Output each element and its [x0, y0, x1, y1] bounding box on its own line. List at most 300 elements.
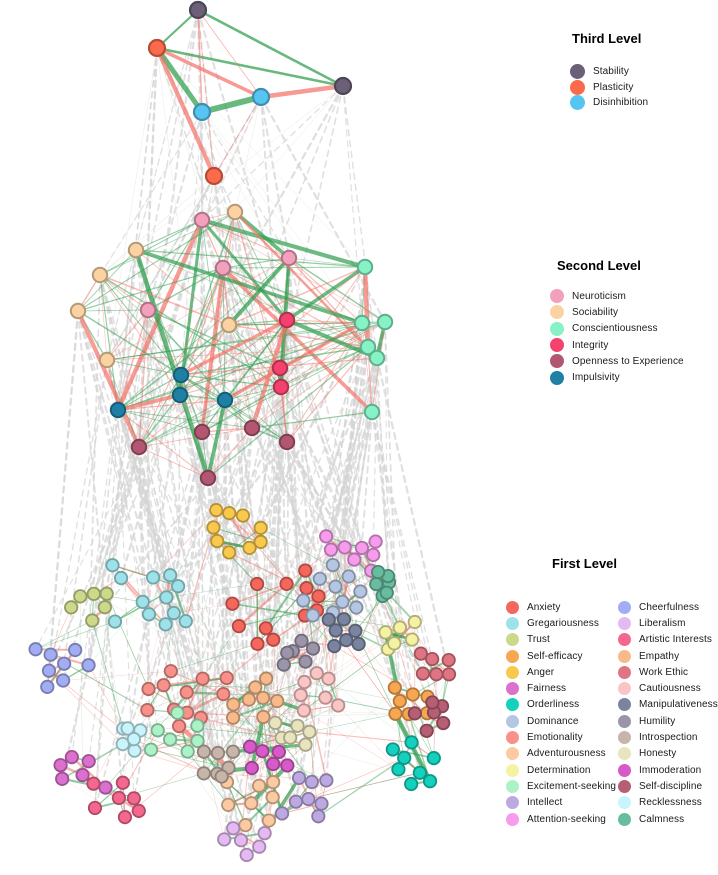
legend-label: Anxiety [527, 601, 561, 613]
first-level-node [394, 695, 406, 707]
legend-swatch [618, 747, 631, 760]
first-level-node [41, 681, 53, 693]
third-level-edges [157, 10, 343, 176]
legend-swatch [618, 617, 631, 630]
first-level-node [260, 672, 272, 684]
legend-swatch [550, 371, 564, 385]
legend-item [506, 795, 618, 811]
first-level-node [314, 573, 326, 585]
first-level-node [198, 767, 210, 779]
first-level-node [348, 553, 360, 565]
first-level-node [54, 759, 66, 771]
first-level-node [56, 773, 68, 785]
first-level-node [387, 743, 399, 755]
legend-item [506, 648, 618, 664]
legend-item [618, 680, 718, 696]
first-level-node [137, 596, 149, 608]
legend-second-items [550, 288, 684, 386]
legend-swatch [550, 322, 564, 336]
legend-label: Cheerfulness [639, 601, 700, 613]
second-level-node [222, 318, 236, 332]
first-level-node [159, 618, 171, 630]
first-level-node [271, 695, 283, 707]
first-level-node [241, 849, 253, 861]
legend-first-column-right [618, 599, 718, 827]
legend-label: Sociability [572, 306, 619, 318]
legend-swatch [550, 289, 564, 303]
first-level-node [319, 691, 331, 703]
legend-label: Work Ethic [639, 666, 689, 678]
first-level-node [273, 746, 285, 758]
first-level-node [291, 720, 303, 732]
first-level-node [278, 658, 290, 670]
legend-item [506, 811, 618, 827]
first-level-node [280, 578, 292, 590]
first-level-node [389, 681, 401, 693]
second-level-node [100, 353, 114, 367]
first-level-node [251, 578, 263, 590]
third-level-node [335, 78, 351, 94]
third-level-node [149, 40, 165, 56]
first-level-node [160, 591, 172, 603]
first-level-node [352, 638, 364, 650]
first-level-node [109, 615, 121, 627]
second-level-node [355, 316, 369, 330]
first-level-node [180, 686, 192, 698]
first-level-node [223, 507, 235, 519]
first-level-node [295, 635, 307, 647]
legend-label: Adventurousness [527, 748, 606, 760]
first-level-node [398, 752, 410, 764]
legend-first-title: First Level [552, 556, 618, 571]
legend-swatch [550, 338, 564, 352]
first-level-node [328, 640, 340, 652]
first-level-node [133, 805, 145, 817]
first-level-node [405, 736, 417, 748]
first-level-node [258, 827, 270, 839]
legend-swatch [618, 682, 631, 695]
first-level-node [147, 571, 159, 583]
first-level-node [57, 674, 69, 686]
first-level-node [260, 622, 272, 634]
first-level-node [409, 707, 421, 719]
first-level-node [354, 585, 366, 597]
first-level-node [336, 596, 348, 608]
first-level-node [117, 777, 129, 789]
first-level-node [128, 733, 140, 745]
legend-item [506, 778, 618, 794]
first-level-node [370, 578, 382, 590]
first-level-node [87, 777, 99, 789]
legend-item [618, 632, 718, 648]
first-level-node [267, 776, 279, 788]
first-level-node [298, 676, 310, 688]
legend-item [618, 729, 718, 745]
legend-label: Humility [639, 715, 676, 727]
legend-swatch [618, 633, 631, 646]
legend-label: Excitement-seeking [527, 780, 617, 792]
first-level-node [417, 667, 429, 679]
first-level-node [299, 564, 311, 576]
legend-label: Immoderation [639, 764, 702, 776]
legend-label: Impulsivity [572, 372, 620, 384]
legend-label: Orderliness [527, 699, 580, 711]
first-level-node [256, 745, 268, 757]
first-level-node [251, 638, 263, 650]
legend-swatch [506, 682, 519, 695]
legend-label: Self-efficacy [527, 650, 583, 662]
first-level-node [180, 615, 192, 627]
first-level-node [299, 739, 311, 751]
legend-item [506, 729, 618, 745]
first-level-node [295, 689, 307, 701]
first-level-node [312, 590, 324, 602]
first-level-node [82, 659, 94, 671]
first-level-node [88, 588, 100, 600]
third-level-node [253, 89, 269, 105]
legend-item [550, 321, 684, 337]
legend-label: Self-discipline [639, 780, 703, 792]
first-level-node [76, 769, 88, 781]
first-level-node [269, 717, 281, 729]
first-level-node [237, 509, 249, 521]
legend-swatch [506, 601, 519, 614]
legend-item [506, 713, 618, 729]
legend-label: Honesty [639, 748, 677, 760]
legend-swatch [506, 731, 519, 744]
first-level-node [172, 580, 184, 592]
legend-item [570, 95, 648, 111]
legend-item [618, 746, 718, 762]
first-level-node [372, 566, 384, 578]
legend-swatch [506, 633, 519, 646]
first-level-node [222, 799, 234, 811]
legend-label: Attention-seeking [527, 813, 606, 825]
first-level-node [145, 744, 157, 756]
first-level-node [191, 720, 203, 732]
legend-item [506, 697, 618, 713]
first-level-node [65, 601, 77, 613]
second-level-node [93, 268, 107, 282]
legend-swatch [506, 764, 519, 777]
first-level-node [297, 594, 309, 606]
legend-item [506, 664, 618, 680]
first-level-node [409, 616, 421, 628]
third-level-node [190, 2, 206, 18]
first-level-node [142, 683, 154, 695]
first-level-node [244, 741, 256, 753]
legend-swatch [570, 95, 585, 110]
legend-item [618, 615, 718, 631]
legend-item [550, 369, 684, 385]
first-level-node [389, 708, 401, 720]
second-level-node [71, 304, 85, 318]
first-level-node [210, 504, 222, 516]
legend-item [618, 778, 718, 794]
legend-third-title: Third Level [572, 31, 642, 46]
legend-item [618, 762, 718, 778]
legend-item [506, 615, 618, 631]
first-level-node [299, 655, 311, 667]
second-level-node [129, 243, 143, 257]
legend-label: Artistic Interests [639, 634, 712, 646]
first-level-node [152, 724, 164, 736]
first-level-node [215, 770, 227, 782]
legend-swatch [618, 796, 631, 809]
legend-label: Fairness [527, 683, 567, 695]
first-level-node [367, 549, 379, 561]
legend-item [618, 713, 718, 729]
first-level-node [443, 668, 455, 680]
second-level-node [280, 435, 294, 449]
second-level-node [216, 261, 230, 275]
first-level-node [298, 704, 310, 716]
legend-swatch [618, 764, 631, 777]
first-level-node [143, 608, 155, 620]
legend-label: Openness to Experience [572, 355, 684, 367]
third-level-node [206, 168, 222, 184]
first-level-node [86, 614, 98, 626]
first-level-node [267, 758, 279, 770]
first-level-node [227, 698, 239, 710]
first-level-node [327, 559, 339, 571]
legend-item [506, 599, 618, 615]
legend-label: Recklessness [639, 797, 702, 809]
legend-label: Trust [527, 634, 550, 646]
first-level-node [430, 668, 442, 680]
first-level-node [342, 570, 354, 582]
first-level-nodes [29, 504, 455, 861]
legend-item [618, 664, 718, 680]
first-level-node [196, 673, 208, 685]
legend-label: Plasticity [593, 81, 634, 93]
legend-swatch [618, 601, 631, 614]
legend-label: Manipulativeness [639, 699, 718, 711]
first-level-node [101, 588, 113, 600]
legend-label: Empathy [639, 650, 680, 662]
first-level-node [302, 793, 314, 805]
legend-item [550, 288, 684, 304]
first-level-node [198, 746, 210, 758]
first-level-node [394, 621, 406, 633]
first-level-node [306, 776, 318, 788]
second-level-node [245, 421, 259, 435]
second-level-node [195, 213, 209, 227]
legend-item [550, 337, 684, 353]
first-level-node [267, 791, 279, 803]
legend-first-level [506, 555, 718, 827]
legend-item [618, 795, 718, 811]
first-level-node [312, 810, 324, 822]
first-level-node [263, 814, 275, 826]
legend-swatch [506, 796, 519, 809]
first-level-node [217, 688, 229, 700]
legend-label: Neuroticism [572, 290, 626, 302]
first-level-node [415, 647, 427, 659]
legend-swatch [506, 715, 519, 728]
legend-third-level [570, 30, 648, 111]
first-level-node [173, 720, 185, 732]
legend-swatch [550, 305, 564, 319]
first-level-node [221, 672, 233, 684]
first-level-node [405, 778, 417, 790]
first-level-node [254, 536, 266, 548]
first-level-node [284, 731, 296, 743]
legend-first-column-left [506, 599, 618, 827]
first-level-node [338, 541, 350, 553]
second-level-node [378, 315, 392, 329]
first-level-node [340, 634, 352, 646]
first-level-node [115, 572, 127, 584]
first-level-node [69, 644, 81, 656]
first-level-node [379, 626, 391, 638]
legend-item [618, 697, 718, 713]
first-level-node [442, 654, 454, 666]
legend-swatch [506, 617, 519, 630]
legend-swatch [618, 698, 631, 711]
first-level-node [276, 807, 288, 819]
second-level-node [141, 303, 155, 317]
first-level-node [99, 781, 111, 793]
first-level-node [437, 717, 449, 729]
legend-swatch [506, 780, 519, 793]
first-level-node [311, 667, 323, 679]
legend-swatch [618, 731, 631, 744]
first-level-node [233, 620, 245, 632]
legend-item [550, 353, 684, 369]
legend-label: Dominance [527, 715, 579, 727]
first-level-node [388, 637, 400, 649]
legend-swatch [506, 666, 519, 679]
legend-swatch [506, 650, 519, 663]
first-level-node [165, 665, 177, 677]
first-level-node [426, 696, 438, 708]
legend-swatch [570, 64, 585, 79]
first-level-node [350, 601, 362, 613]
first-level-node [227, 746, 239, 758]
first-level-node [325, 543, 337, 555]
legend-label: Intellect [527, 797, 563, 809]
first-level-node [392, 763, 404, 775]
first-level-node [239, 819, 251, 831]
legend-label: Gregariousness [527, 617, 599, 629]
first-level-node [255, 522, 267, 534]
first-level-node [332, 699, 344, 711]
second-level-node [365, 405, 379, 419]
second-level-node [201, 471, 215, 485]
first-level-node [44, 648, 56, 660]
legend-item [570, 64, 648, 80]
first-level-node [303, 726, 315, 738]
legend-label: Disinhibition [593, 97, 649, 109]
first-level-node [307, 642, 319, 654]
second-level-node [195, 425, 209, 439]
second-level-node [370, 351, 384, 365]
second-level-node [111, 403, 125, 417]
legend-swatch [550, 354, 564, 368]
first-level-node [83, 755, 95, 767]
second-level-node [132, 440, 146, 454]
first-level-node [320, 774, 332, 786]
legend-swatch [506, 698, 519, 711]
legend-label: Cautiousness [639, 683, 701, 695]
first-level-node [29, 643, 41, 655]
first-level-node [257, 692, 269, 704]
legend-item [618, 648, 718, 664]
second-level-node [274, 380, 288, 394]
first-level-node [290, 795, 302, 807]
first-level-node [58, 657, 70, 669]
legend-item [618, 811, 718, 827]
legend-swatch [618, 666, 631, 679]
legend-swatch [506, 813, 519, 826]
first-level-node [141, 704, 153, 716]
legend-second-title: Second Level [557, 258, 641, 273]
first-level-node [320, 530, 332, 542]
first-level-node [99, 601, 111, 613]
legend-item [506, 632, 618, 648]
first-level-node [323, 613, 335, 625]
legend-label: Introspection [639, 732, 698, 744]
legend-third-items [570, 64, 648, 111]
first-level-node [329, 580, 341, 592]
first-level-node [281, 759, 293, 771]
first-level-node [113, 792, 125, 804]
first-level-node [212, 747, 224, 759]
first-level-node [223, 546, 235, 558]
first-level-node [211, 535, 223, 547]
first-level-node [281, 647, 293, 659]
legend-label: Liberalism [639, 617, 686, 629]
first-level-node [257, 711, 269, 723]
third-level-node [194, 104, 210, 120]
first-level-node [119, 811, 131, 823]
first-level-node [246, 762, 258, 774]
legend-swatch [618, 813, 631, 826]
first-level-node [243, 693, 255, 705]
first-level-node [164, 733, 176, 745]
legend-swatch [618, 715, 631, 728]
first-level-node [267, 634, 279, 646]
legend-item [506, 762, 618, 778]
legend-first-columns [506, 585, 718, 827]
first-level-node [43, 665, 55, 677]
first-level-node [227, 822, 239, 834]
legend-swatch [618, 650, 631, 663]
first-level-node [406, 633, 418, 645]
first-level-node [74, 590, 86, 602]
first-level-node [207, 521, 219, 533]
first-level-node [226, 598, 238, 610]
first-level-node [307, 609, 319, 621]
first-level-node [322, 673, 334, 685]
first-level-node [164, 569, 176, 581]
legend-item [570, 80, 648, 96]
first-level-node [356, 542, 368, 554]
first-level-node [369, 535, 381, 547]
first-level-node [218, 833, 230, 845]
first-level-node [157, 679, 169, 691]
first-level-node [128, 744, 140, 756]
first-level-node [300, 582, 312, 594]
legend-label: Calmness [639, 813, 685, 825]
second-level-node [173, 388, 187, 402]
legend-swatch [506, 747, 519, 760]
first-level-node [293, 772, 305, 784]
first-level-node [414, 767, 426, 779]
first-level-node [227, 712, 239, 724]
first-level-node [315, 798, 327, 810]
